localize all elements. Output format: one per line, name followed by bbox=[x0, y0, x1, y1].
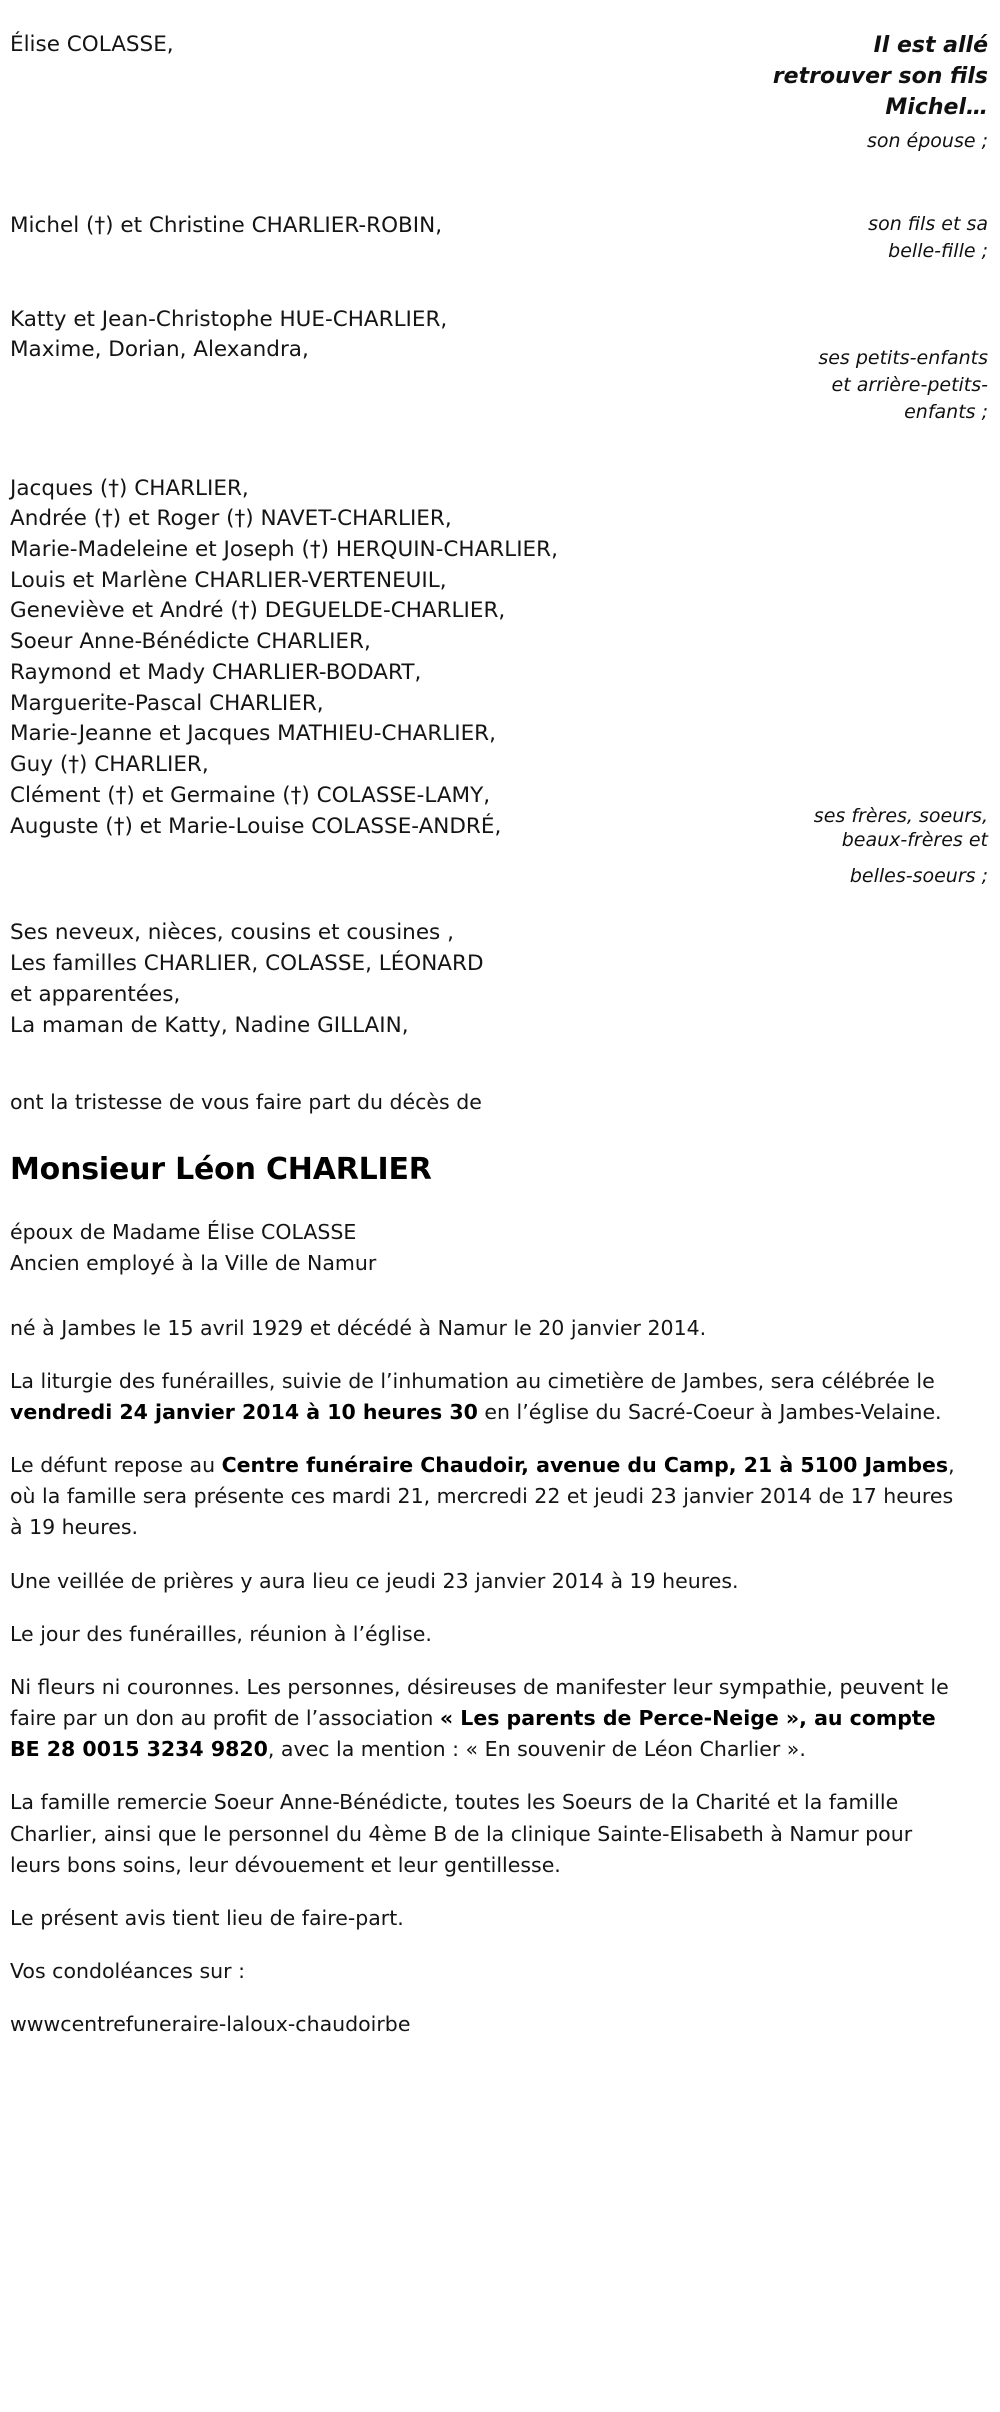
relation-line: belles-soeurs ; bbox=[849, 865, 988, 888]
relative-name: Katty et Jean-Christophe HUE-CHARLIER, bbox=[10, 306, 448, 332]
relative-group-siblings bbox=[10, 474, 990, 889]
spacer-5 bbox=[0, 1041, 1000, 1087]
paragraph-repose bbox=[10, 1450, 966, 1543]
relation-label-grandchildren bbox=[688, 305, 990, 426]
paragraph-notice: Le présent avis tient lieu de faire-part. bbox=[10, 1905, 404, 1930]
relative-name: Marie-Madeleine et Joseph (†) HERQUIN-CHARLIER, bbox=[10, 536, 558, 562]
relative-name: Marie-Jeanne et Jacques MATHIEU-CHARLIER, bbox=[10, 721, 496, 747]
relation-line: ses frères, soeurs, bbox=[813, 804, 988, 827]
donation-text-2: , avec la mention : « En souvenir de Léon Charlier ». bbox=[267, 1737, 806, 1762]
relative-name: Geneviève et André (†) DEGUELDE-CHARLIER, bbox=[10, 598, 506, 624]
relative-name: Soeur Anne-Bénédicte CHARLIER, bbox=[10, 629, 371, 655]
paragraph-vigil: Une veillée de prières y aura lieu ce jeudi 23 janvier 2014 à 19 heures. bbox=[10, 1568, 739, 1593]
other-relative-line: La maman de Katty, Nadine GILLAIN, bbox=[10, 1012, 409, 1038]
other-relatives bbox=[10, 918, 670, 1041]
relative-name: Raymond et Mady CHARLIER-BODART, bbox=[10, 659, 422, 685]
relative-name: Élise COLASSE, bbox=[10, 32, 174, 57]
relative-name: Michel (†) et Christine CHARLIER-ROBIN, bbox=[10, 212, 443, 238]
repose-text-1: Le défunt repose au bbox=[10, 1453, 222, 1478]
relative-name: Maxime, Dorian, Alexandra, bbox=[10, 337, 309, 363]
relation-line: ses petits-enfants bbox=[818, 346, 988, 369]
relatives-section bbox=[0, 0, 1000, 1041]
spacer-top bbox=[10, 0, 990, 30]
relative-names-grandchildren bbox=[10, 305, 447, 366]
relative-name: Clément (†) et Germaine (†) COLASSE-LAMY, bbox=[10, 782, 491, 808]
relation-label-siblings bbox=[688, 474, 990, 889]
condolences-website[interactable]: wwwcentrefuneraire-laloux-chaudoirbe bbox=[10, 2012, 411, 2037]
paragraph-donation bbox=[10, 1672, 966, 1765]
repose-location-bold: Centre funéraire Chaudoir, avenue du Camp, 21 à 5100 Jambes bbox=[221, 1453, 949, 1478]
relative-name: Guy (†) CHARLIER, bbox=[10, 752, 209, 778]
donation-account-bold: « Les parents de Perce-Neige », au compte BE 28 0015 3234 9820 bbox=[10, 1706, 936, 1762]
epitaph-line-3: Michel… bbox=[885, 95, 988, 121]
epitaph-line-2: retrouver son fils bbox=[772, 64, 988, 90]
relative-names-siblings bbox=[10, 474, 558, 843]
donation-text-1: Ni fleurs ni couronnes. Les personnes, désireuses de manifester leur sympathie, peuvent le faire par un don au profit de l’association bbox=[10, 1674, 949, 1731]
liturgy-date-bold: vendredi 24 janvier 2014 à 10 heures 30 bbox=[10, 1399, 478, 1424]
condolences-label: Vos condoléances sur : bbox=[10, 1958, 245, 1983]
liturgy-text-1: La liturgie des funérailles, suivie de l’inhumation au cimetière de Jambes, sera célébrée le bbox=[10, 1368, 935, 1393]
spacer-3 bbox=[10, 426, 990, 474]
relation-line: belle-fille ; bbox=[888, 239, 988, 262]
relative-name: Louis et Marlène CHARLIER-VERTENEUIL, bbox=[10, 567, 447, 593]
paragraph-liturgy bbox=[10, 1366, 966, 1428]
deceased-details bbox=[10, 1217, 1000, 1279]
paragraph-birth-death: né à Jambes le 15 avril 1929 et décédé à Namur le 20 janvier 2014. bbox=[10, 1315, 707, 1340]
other-relative-line: Ses neveux, nièces, cousins et cousines , bbox=[10, 920, 454, 946]
announcement-line: ont la tristesse de vous faire part du décès de bbox=[10, 1090, 482, 1115]
other-relative-line: Les familles CHARLIER, COLASSE, LÉONARD bbox=[10, 951, 484, 977]
relation-line: son fils et sa bbox=[868, 212, 988, 235]
relative-names-son bbox=[10, 211, 442, 242]
relation-label-spouse: son épouse ; bbox=[866, 129, 988, 152]
relation-line: et arrière-petits- bbox=[831, 373, 988, 396]
repose-text-2: , où la famille sera présente ces mardi 21, mercredi 22 et jeudi 23 janvier 2014 de 17 heures à 19 heures. bbox=[10, 1453, 955, 1540]
paragraph-thanks: La famille remercie Soeur Anne-Bénédicte, toutes les Soeurs de la Charité et la famille Charlier, ainsi que le personnel du 4ème B de la clinique Sainte-Elisabeth à Namur pour leurs bons soins, leur dévouement et leur gentillesse. bbox=[10, 1790, 913, 1877]
spacer-1 bbox=[10, 155, 990, 211]
relative-group-son bbox=[10, 211, 990, 265]
relative-name: Marguerite-Pascal CHARLIER, bbox=[10, 690, 324, 716]
deceased-spouse-line: époux de Madame Élise COLASSE bbox=[10, 1220, 357, 1245]
relative-names-spouse bbox=[10, 30, 174, 61]
other-relative-line: et apparentées, bbox=[10, 981, 181, 1007]
deceased-name: Monsieur Léon CHARLIER bbox=[10, 1152, 432, 1188]
paragraph-gathering: Le jour des funérailles, réunion à l’église. bbox=[10, 1621, 432, 1646]
relative-name: Andrée (†) et Roger (†) NAVET-CHARLIER, bbox=[10, 506, 452, 532]
relative-name: Jacques (†) CHARLIER, bbox=[10, 475, 249, 501]
relation-line: beaux-frères et bbox=[841, 828, 988, 851]
relative-group-spouse bbox=[10, 30, 990, 155]
epitaph bbox=[688, 30, 990, 155]
relation-label-son bbox=[688, 211, 990, 265]
relation-line: enfants ; bbox=[904, 400, 988, 423]
spacer-4 bbox=[10, 888, 990, 918]
deceased-occupation-line: Ancien employé à la Ville de Namur bbox=[10, 1250, 377, 1275]
liturgy-text-2: en l’église du Sacré-Coeur à Jambes-Velaine. bbox=[477, 1399, 942, 1424]
relative-name: Auguste (†) et Marie-Louise COLASSE-ANDRÉ, bbox=[10, 813, 502, 839]
relative-group-grandchildren bbox=[10, 305, 990, 426]
epitaph-line-1: Il est allé bbox=[873, 33, 988, 58]
announcement-body bbox=[10, 1313, 966, 2041]
spacer-2 bbox=[10, 265, 990, 305]
